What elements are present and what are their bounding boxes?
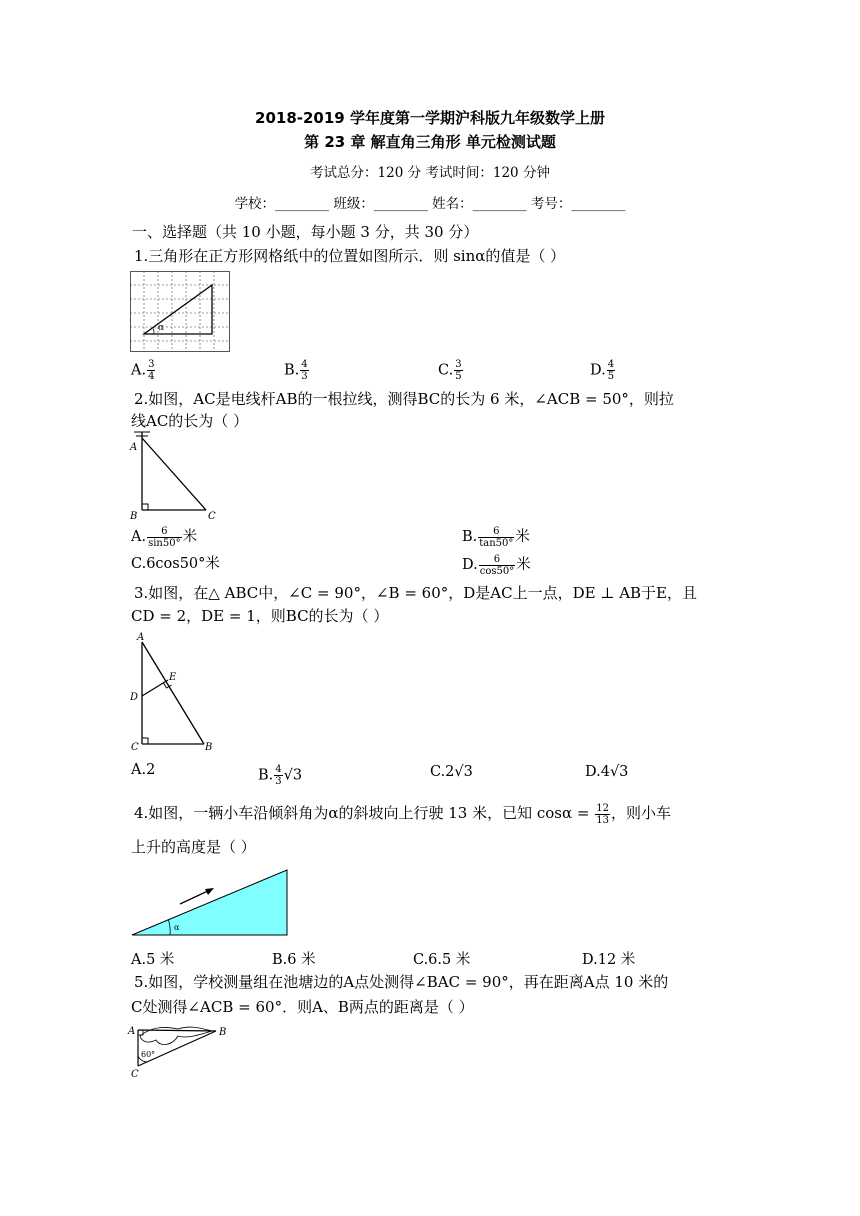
student-info: 学校：________ 班级：________ 姓名：________ 考号：________: [234, 196, 626, 212]
exam-info: 考试总分：120 分 考试时间：120 分钟: [310, 165, 550, 181]
question-4-line-1: 4.如图，一辆小车沿倾斜角为α的斜坡向上行驶 13 米，已知 cosα = $\frac{12}{13}$ ，则小车: [134, 802, 671, 826]
q2-label-b: B: [130, 511, 138, 522]
q3-label-d: D: [130, 692, 139, 703]
q1-alpha-label: α: [158, 323, 165, 333]
q2-option-a[interactable]: A. $\frac{6}{\sin 50^\circ}$ 米: [131, 525, 198, 549]
question-1-text: 1.三角形在正方形网格纸中的位置如图所示．则 sinα的值是（ ）: [134, 247, 566, 265]
q3-label-c: C: [131, 742, 139, 753]
question-5-line-2: C处测得∠ACB = 60°．则A、B两点的距离是（ ）: [131, 998, 474, 1016]
q4-option-a[interactable]: A.5 米: [131, 952, 175, 968]
q4-option-d[interactable]: D.12 米: [582, 952, 636, 968]
question-3-line-2: CD = 2，DE = 1，则BC的长为（ ）: [131, 607, 389, 625]
q2-option-b[interactable]: B. $\frac{6}{\tan 50^\circ}$ 米: [462, 525, 530, 549]
q4-alpha-label: α: [174, 923, 180, 932]
q1-option-b[interactable]: B. $\frac{4}{3}$: [284, 359, 308, 382]
q1-grid-figure: [130, 271, 230, 352]
question-2-line-1: 2.如图，AC是电线杆AB的一根拉线，测得BC的长为 6 米，∠ACB = 50°，则拉: [134, 390, 674, 408]
q1-option-c[interactable]: C. $\frac{3}{5}$: [438, 359, 462, 382]
question-4-line-2: 上升的高度是（ ）: [131, 838, 256, 856]
q3-option-c[interactable]: C.2√3: [430, 764, 473, 780]
document-title: 2018-2019 学年度第一学期沪科版九年级数学上册: [255, 109, 605, 127]
q2-option-d[interactable]: D. $\frac{6}{\cos 50^\circ}$ 米: [462, 553, 531, 577]
q3-option-b[interactable]: B. $\frac{4}{3}$ √3: [258, 764, 303, 787]
q4-option-c[interactable]: C.6.5 米: [413, 952, 471, 968]
q2-option-c[interactable]: C.6cos50°米: [131, 556, 220, 572]
q2-label-c: C: [208, 511, 216, 522]
q5-label-a: A: [128, 1026, 136, 1037]
q4-slope-figure: [130, 868, 290, 938]
q3-option-d[interactable]: D.4√3: [585, 764, 629, 780]
question-5-line-1: 5.如图，学校测量组在池塘边的A点处测得∠BAC = 90°，再在距离A点 10 米的: [134, 973, 669, 991]
q2-pole-figure: [128, 430, 228, 522]
q5-label-c: C: [131, 1069, 139, 1080]
q3-option-a[interactable]: A.2: [131, 762, 156, 778]
chapter-title: 第 23 章 解直角三角形 单元检测试题: [304, 133, 556, 151]
q3-label-e: E: [169, 672, 177, 683]
q1-option-d[interactable]: D. $\frac{4}{5}$: [590, 359, 615, 382]
q2-label-a: A: [130, 442, 138, 453]
q3-label-a: A: [137, 632, 145, 643]
q4-option-b[interactable]: B.6 米: [272, 952, 316, 968]
question-2-line-2: 线AC的长为（ ）: [131, 412, 249, 430]
q1-option-a[interactable]: A. $\frac{3}{4}$: [131, 359, 155, 382]
q5-pond-figure: [128, 1022, 233, 1080]
question-3-line-1: 3.如图，在△ ABC中，∠C = 90°，∠B = 60°，D是AC上一点，DE ⊥ AB于E，且: [134, 584, 698, 602]
q5-angle-label: 60°: [141, 1050, 156, 1059]
q5-label-b: B: [219, 1027, 227, 1038]
q3-triangle-figure: [128, 630, 223, 752]
q3-label-b: B: [205, 742, 213, 753]
section-heading: 一、选择题（共 10 小题，每小题 3 分，共 30 分）: [132, 223, 479, 241]
